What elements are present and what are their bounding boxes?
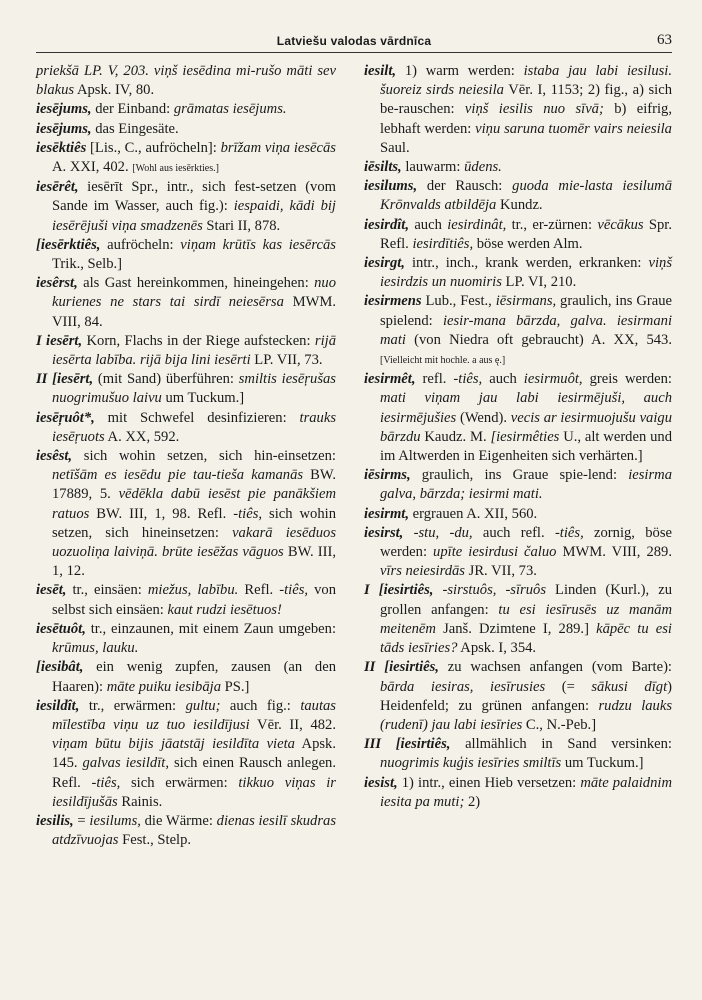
page-number: 63: [657, 32, 672, 48]
entry-text: der Einband:: [91, 101, 174, 118]
entry-example: iesirdītiês,: [412, 235, 474, 252]
entry-text: Vēr. II, 482.: [249, 716, 336, 733]
entry-text: b) eifrig, lebhaft werden:: [380, 101, 672, 137]
dictionary-entry: [364, 158, 672, 177]
entry-text: Janš. Dzimtene I, 289.]: [435, 620, 597, 637]
entry-text: Trik., Selb.]: [52, 256, 123, 273]
entry-example: vēcākus: [597, 216, 644, 233]
entry-example: iesirdinât,: [447, 216, 507, 233]
dictionary-entry: [36, 447, 336, 581]
entry-example: -stu, -du,: [413, 524, 473, 541]
entry-example: rijā iesērta labība. rijā bija lini iesērti: [52, 332, 336, 369]
entry-example: netīšām es iesēdu pie tau-tieša kamanās: [52, 467, 304, 484]
dictionary-entry: [364, 216, 672, 254]
dictionary-entry: [364, 658, 672, 735]
entry-text: 1) intr., einen Hieb versetzen:: [397, 774, 581, 791]
entry-text: um Tuckum.]: [161, 390, 245, 407]
dictionary-entry: [36, 236, 336, 274]
dictionary-entry: [364, 292, 672, 370]
entry-text: BW. III, 1, 12.: [52, 544, 336, 580]
entry-headword: iesirmens: [364, 293, 422, 310]
entry-text: 2): [464, 793, 481, 810]
entry-example: -tiês,: [279, 582, 309, 599]
entry-text: C., N.-Peb.]: [522, 716, 597, 733]
entry-headword: iesēt,: [36, 582, 67, 599]
entry-headword: II [iesirtiês,: [364, 659, 439, 676]
dictionary-entry: [36, 620, 336, 658]
right-column: [364, 62, 672, 812]
entry-text: Kundz.: [496, 197, 543, 214]
entry-text: Spr. Refl.: [380, 216, 672, 252]
entry-text: das Eingesäte.: [91, 120, 179, 137]
entry-example: nuo kurienes ne stars tai sirdī neiesērsa: [52, 275, 336, 311]
entry-text: Vēr. I, 1153; 2) fig., a) sich be-rauschen:: [380, 82, 672, 118]
dictionary-entry: [36, 697, 336, 812]
entry-text: lauwarm:: [401, 159, 465, 176]
dictionary-entry: [36, 100, 336, 119]
entry-text: (von Niedra oft gebraucht) A. XX, 543.: [405, 331, 672, 348]
entry-text: Lub., Fest.,: [421, 293, 496, 310]
entry-text: A. XX, 592.: [104, 428, 180, 445]
dictionary-entry: [36, 120, 336, 139]
entry-text: der Rausch:: [417, 178, 513, 195]
entry-example: iesirma galva, bārzda; iesirmi mati.: [380, 467, 672, 503]
entry-text: MWM. VIII, 289.: [556, 544, 672, 561]
entry-headword: iesêrst,: [36, 275, 78, 292]
entry-text: sich wohin setzen, sich hineinsetzen:: [52, 505, 336, 541]
entry-headword: [iesērktiês,: [36, 236, 101, 253]
dictionary-entry: [364, 735, 672, 773]
entry-example: vīrs neiesirdās: [380, 563, 465, 580]
entry-example: iesilums,: [89, 812, 141, 829]
entry-example: tu esi iesīrusēs uz manām meitenēm: [380, 601, 672, 637]
entry-headword: iesējums,: [36, 120, 92, 137]
entry-text: tr., einzaunen, mit einem Zaun umgeben:: [85, 620, 336, 637]
entry-example: mati viņam jau labi iesirmējuši, auch iesirmējušies: [380, 390, 672, 426]
entry-text: auch: [409, 216, 448, 233]
dictionary-entry: [36, 274, 336, 332]
entry-text: Rainis.: [117, 793, 163, 810]
entry-example: ūdens.: [464, 159, 502, 176]
entry-example: krūmus, lauku.: [52, 640, 139, 657]
entry-headword: iesēŗuôt*,: [36, 409, 95, 426]
entry-headword: iesildît,: [36, 697, 80, 714]
entry-example: miežus, labību.: [147, 582, 239, 599]
dictionary-entry: [364, 774, 672, 812]
dictionary-entry: [364, 581, 672, 658]
dictionary-entry: [364, 466, 672, 504]
entry-text: graulich, ins Graue spielend:: [380, 293, 673, 329]
entry-headword: I [iesirtiês,: [364, 582, 434, 599]
entry-text: zu wachsen anfangen (vom Barte):: [438, 659, 672, 676]
dictionary-entry: [36, 139, 336, 178]
dictionary-entry: [36, 658, 336, 696]
entry-text: aufröcheln:: [100, 236, 181, 253]
entry-headword: iesirmêt,: [364, 371, 416, 388]
entry-text: um Tuckum.]: [561, 755, 644, 772]
entry-example: vecis ar iesirmuojušu vaigu bārzdu: [380, 409, 673, 445]
entry-text: PS.]: [221, 678, 250, 695]
entry-headword: iesist,: [364, 774, 398, 791]
entry-headword: iesirgt,: [364, 255, 405, 272]
entry-example: priekšā LP. V, 203. viņš iesēdina mi-rušo māti sev blakus: [36, 63, 336, 99]
entry-headword: iesirst,: [364, 524, 404, 541]
entry-example: dienas iesilī skudras atdzīvuojas: [52, 812, 337, 849]
entry-text: Fest., Stelp.: [118, 832, 192, 849]
dictionary-entry: [364, 254, 672, 292]
entry-text: intr., inch., krank werden, erkranken:: [404, 255, 649, 272]
entry-text: (=: [545, 678, 592, 695]
entry-example: -tiês,: [91, 774, 121, 791]
page-header: [36, 28, 672, 53]
entry-example: -sirstuôs, -sīruôs: [442, 582, 546, 599]
entry-example: sākusi dīgt: [591, 678, 668, 695]
entry-text: MWM. VIII, 84.: [52, 294, 336, 330]
entry-example: bārda iesiras, iesīrusies: [380, 678, 546, 695]
entry-text: mit Schwefel desinfizieren:: [94, 409, 300, 426]
entry-example: gultu;: [185, 697, 221, 714]
entry-text: Saul.: [380, 139, 410, 156]
entry-text: Korn, Flachs in der Riege aufstecken:: [82, 332, 315, 349]
entry-headword: iēsirms,: [364, 467, 411, 484]
entry-text: böse werden Alm.: [473, 235, 583, 252]
entry-text: [Lis., C., aufröcheln]:: [86, 139, 221, 156]
entry-example: iesirmuôt,: [523, 371, 583, 388]
dictionary-entry: [364, 505, 672, 524]
entry-example: iespaidi, kādi bij iesērējuši viņa smadzenēs: [52, 198, 336, 234]
entry-headword: iesēktiês: [36, 139, 87, 156]
entry-text: Apsk. IV, 80.: [74, 82, 155, 99]
entry-text: Refl.: [238, 582, 280, 599]
entry-headword: iesērêt,: [36, 179, 79, 196]
entry-example: tikkuo viņas ir iesildījušās: [52, 774, 336, 810]
entry-text: refl.: [415, 371, 454, 388]
entry-note: [Vielleicht mit hochle. a aus ę.]: [380, 355, 506, 367]
entry-text: [403, 525, 413, 541]
entry-example: viņš iesirdzis un nuomiris: [380, 255, 672, 291]
entry-headword: iesētuôt,: [36, 620, 86, 637]
entry-text: graulich, ins Graue spie-lend:: [410, 467, 629, 484]
entry-text: A. XXI, 402.: [52, 159, 133, 176]
entry-text: U., alt werden und im Altwerden in Eigenheiten sich verhärten.]: [380, 428, 672, 465]
entry-example: māte puiku iesibāja: [106, 678, 222, 695]
dictionary-entry: [36, 812, 336, 850]
dictionary-entry: [364, 524, 672, 582]
entry-text: Apsk. I, 354.: [457, 640, 537, 657]
entry-example: māte palaidnim iesita pa muti;: [380, 774, 672, 810]
entry-example: -tiês,: [233, 505, 263, 522]
entry-example: viņam krūtīs kas iesērcās: [180, 236, 336, 253]
entry-text: LP. VI, 210.: [501, 274, 577, 291]
dictionary-entry: [36, 332, 336, 370]
entry-text: als Gast hereinkommen, hineingehen:: [77, 275, 315, 292]
entry-text: tr., einsäen:: [66, 582, 148, 599]
entry-text: tr., er-zürnen:: [506, 216, 598, 233]
entry-headword: iesilums,: [364, 178, 418, 195]
entry-text: sich wohin setzen, sich hin-einsetzen:: [72, 448, 336, 465]
entry-example: iesir-mana bārzda, galva. iesirmani mati: [380, 312, 672, 348]
entry-headword: iesêst,: [36, 448, 73, 465]
entry-text: tr., erwärmen:: [79, 697, 186, 714]
entry-headword: [iesibât,: [36, 659, 84, 676]
entry-example: iēsirmans,: [495, 293, 557, 310]
entry-text: die Wärme:: [140, 812, 217, 829]
entry-example: vakarā iesēduos uozuoliņa laiviņā. brūte iesēžas vāguos: [52, 524, 336, 561]
entry-headword: I iesērt,: [36, 332, 83, 349]
entry-text: JR. VII, 73.: [465, 563, 537, 580]
entry-example: kaut rudzi iesētuos!: [167, 601, 282, 618]
entry-text: ) Heidenfeld; zu grünen anfangen:: [380, 678, 672, 714]
entry-headword: III [iesirtiês,: [364, 736, 451, 753]
entry-text: (mit Sand) überführen:: [93, 371, 239, 388]
entry-example: tautas mīlestība viņu uz tuo iesildījusi: [52, 697, 336, 733]
entry-text: 1) warm werden:: [396, 63, 524, 79]
entry-example: brīžam viņa iesēcās: [220, 139, 336, 156]
entry-example: trauks iesēŗuots: [52, 409, 336, 445]
entry-example: smiltis iesēŗušas nuogrimušuo laivu: [52, 371, 336, 407]
entry-text: iesērīt Spr., intr., sich fest-setzen (vom Sande im Wasser, auch fig.):: [52, 179, 336, 215]
entry-example: upīte iesirdusi čaluo: [433, 544, 557, 561]
dictionary-entry: [364, 177, 672, 215]
entry-headword: iēsilts,: [364, 159, 402, 176]
entry-text: ergrauen A. XII, 560.: [409, 505, 538, 522]
entry-text: LP. VII, 73.: [250, 352, 323, 369]
entry-text: Apsk. 145.: [52, 736, 336, 772]
entry-text: Linden (Kurl.), zu grollen anfangen:: [380, 582, 672, 618]
entry-example: [iesirmêties: [490, 428, 560, 445]
entry-text: sich einen Rausch anlegen. Refl.: [52, 755, 336, 791]
entry-text: BW. 17889, 5.: [52, 467, 336, 503]
dictionary-entry: [36, 178, 336, 236]
running-title: Latviešu valodas vārdnīca: [276, 34, 432, 48]
entry-example: vēdēkla dabū iesēst pie panākšiem ratuos: [52, 486, 336, 522]
entry-text: allmählich in Sand versinken:: [450, 736, 672, 753]
entry-text: Kaudz. M.: [420, 428, 491, 445]
entry-headword: II [iesērt,: [36, 371, 94, 388]
entry-example: guoda mie-lasta iesilumā Krōnvalds atbildēja: [380, 178, 672, 214]
entry-example: rudzu lauks (rudenī) jau labi iesīries: [380, 697, 672, 733]
entry-text: Stari II, 878.: [202, 217, 281, 234]
entry-text: ein wenig zupfen, zausen (an den Haaren):: [52, 659, 336, 695]
entry-headword: iesilis,: [36, 812, 74, 829]
dictionary-entry: [36, 409, 336, 447]
entry-text: auch refl.: [472, 524, 555, 541]
entry-text: auch: [482, 371, 524, 388]
entry-example: -tiês,: [453, 371, 483, 388]
entry-text: zornig, böse werden:: [380, 524, 672, 561]
dictionary-entry: [364, 370, 672, 466]
dictionary-entry: [364, 62, 672, 158]
entry-text: greis werden:: [582, 371, 672, 388]
entry-example: viņš iesilis nuo sīvā;: [464, 101, 604, 118]
entry-example: viņam būtu bijis jāatstāj iesildīta vieta: [52, 736, 295, 753]
entry-text: (Wend).: [456, 409, 511, 426]
dictionary-entry: [36, 370, 336, 408]
entry-example: grāmatas iesējums.: [173, 101, 287, 118]
entry-text: auch fig.:: [220, 697, 301, 714]
entry-example: -tiês,: [554, 524, 584, 541]
entry-headword: iesirdît,: [364, 216, 409, 233]
entry-example: nuogrimis kuģis iesīries smiltīs: [380, 755, 562, 772]
entry-headword: iesējums,: [36, 101, 92, 118]
entry-headword: iesirmt,: [364, 505, 409, 522]
entry-example: kāpēc tu esi tāds iesīries?: [380, 620, 672, 657]
dictionary-entry: [36, 581, 336, 619]
entry-text: BW. III, 1, 98. Refl.: [89, 505, 234, 522]
entry-note: [Wohl aus iesērkties.]: [132, 163, 219, 175]
left-column: [36, 62, 336, 850]
entry-headword: iesilt,: [364, 63, 397, 79]
entry-example: galvas iesildīt,: [82, 755, 169, 772]
dictionary-entry: [36, 62, 336, 100]
entry-text: von selbst sich einsäen:: [52, 582, 337, 618]
entry-text: sich erwärmen:: [120, 774, 239, 791]
entry-example: viņu saruna tuomēr vairs neiesila: [475, 120, 672, 137]
entry-text: =: [73, 812, 90, 829]
entry-example: istaba jau labi iesilusi. šuoreiz sirds neiesila: [380, 63, 672, 99]
